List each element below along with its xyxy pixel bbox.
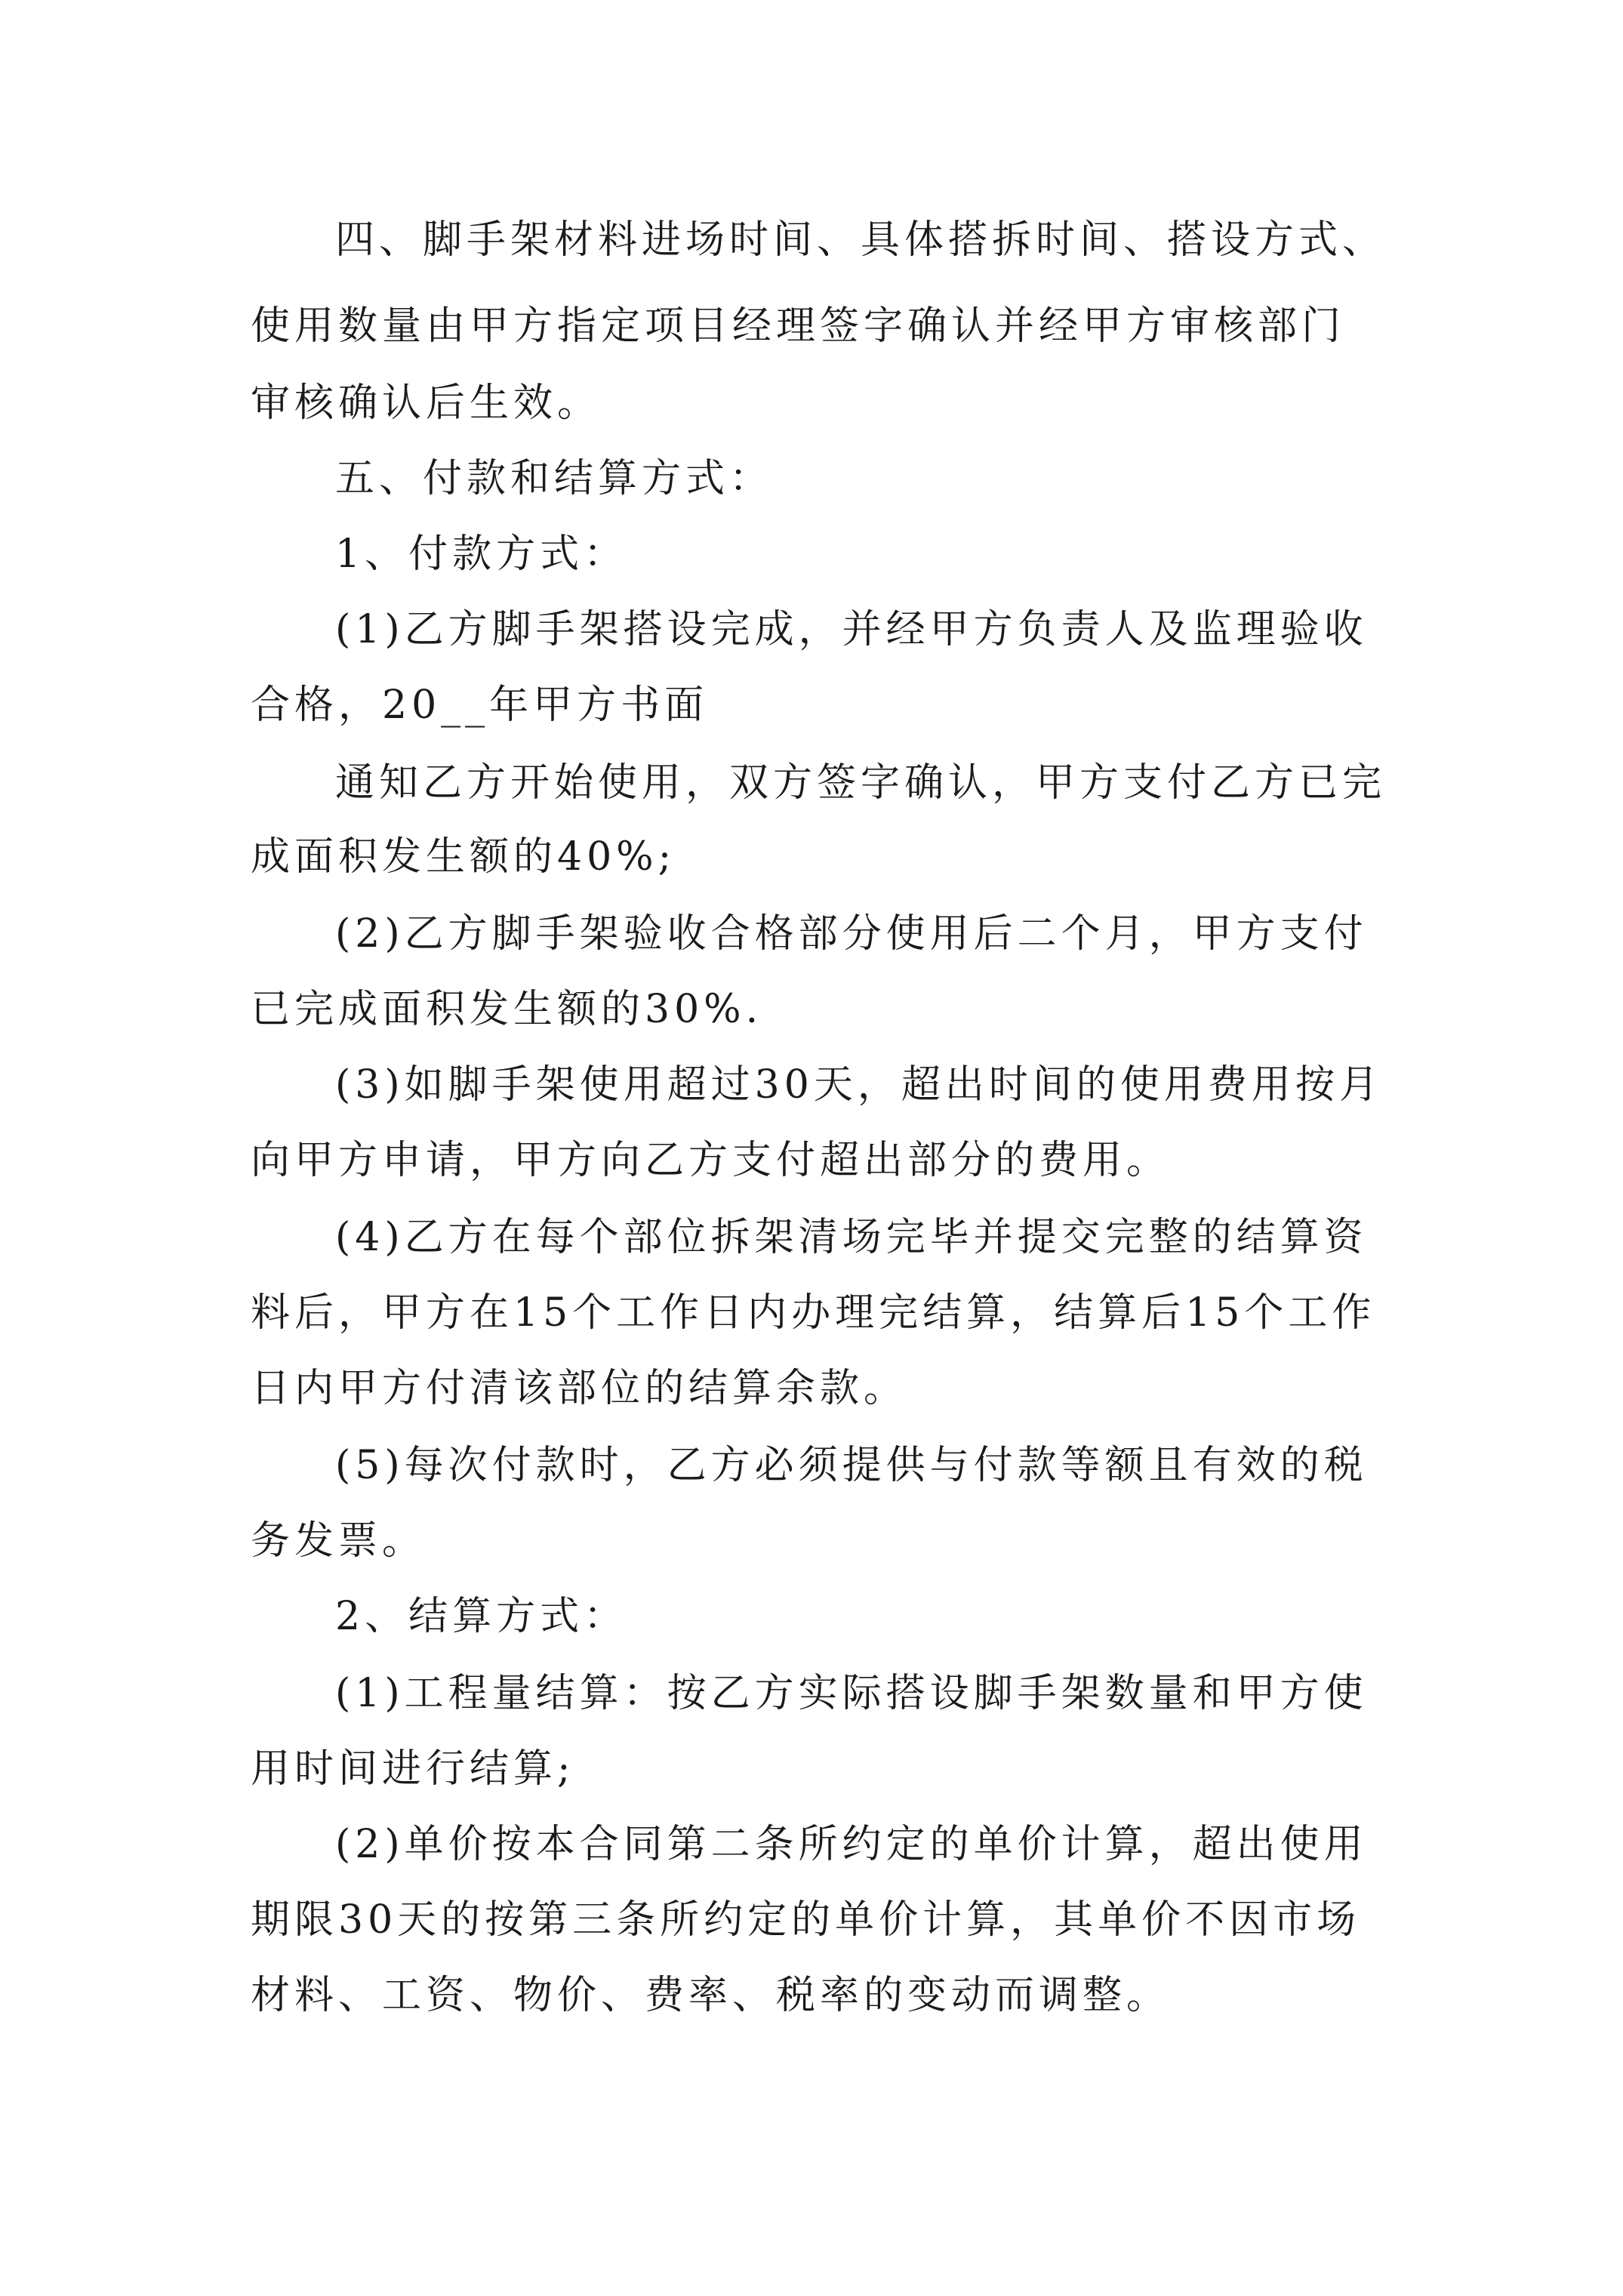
subsection-2-heading: 2、结算方式： bbox=[335, 1594, 628, 1639]
item-5-line-2: 务发票。 bbox=[251, 1518, 427, 1564]
item-3-line-1: (3)如脚手架使用超过30天，超出时间的使用费用按月 bbox=[335, 1062, 1383, 1108]
item-3-line-2: 向甲方申请，甲方向乙方支付超出部分的费用。 bbox=[251, 1138, 1171, 1183]
item-1-line-1: (1)乙方脚手架搭设完成，并经甲方负责人及监理验收 bbox=[335, 607, 1368, 652]
item-2-line-1: (2)乙方脚手架验收合格部分使用后二个月，甲方支付 bbox=[335, 911, 1368, 957]
item-4-line-3: 日内甲方付清该部位的结算余款。 bbox=[251, 1366, 908, 1411]
item-1-line-3: 通知乙方开始使用，双方签字确认，甲方支付乙方已完 bbox=[335, 760, 1387, 806]
settlement-item-1-line-1: (1)工程量结算：按乙方实际搭设脚手架数量和甲方使 bbox=[335, 1671, 1368, 1716]
item-5-line-1: (5)每次付款时，乙方必须提供与付款等额且有效的税 bbox=[335, 1443, 1368, 1488]
settlement-item-2-line-2: 期限30天的按第三条所约定的单价计算，其单价不因市场 bbox=[251, 1897, 1361, 1943]
section-5-heading: 五、付款和结算方式： bbox=[335, 456, 774, 501]
item-4-line-1: (4)乙方在每个部位拆架清场完毕并提交完整的结算资 bbox=[335, 1215, 1368, 1260]
settlement-item-1-line-2: 用时间进行结算; bbox=[251, 1746, 575, 1792]
item-1-line-4: 成面积发生额的40%; bbox=[251, 834, 676, 880]
item-2-line-2: 已完成面积发生额的30%. bbox=[251, 987, 763, 1032]
subsection-1-heading: 1、付款方式： bbox=[335, 532, 628, 577]
paragraph-4-line-1: 四、脚手架材料进场时间、具体搭拆时间、搭设方式、 bbox=[335, 217, 1387, 263]
item-4-line-2: 料后，甲方在15个工作日内办理完结算，结算后15个工作 bbox=[251, 1290, 1376, 1336]
settlement-item-2-line-1: (2)单价按本合同第二条所约定的单价计算，超出使用 bbox=[335, 1822, 1368, 1867]
paragraph-4-line-3: 审核确认后生效。 bbox=[251, 381, 602, 426]
settlement-item-2-line-3: 材料、工资、物价、费率、税率的变动而调整。 bbox=[251, 1973, 1171, 2018]
item-1-line-2: 合格，20__年甲方书面 bbox=[251, 683, 709, 728]
paragraph-4-line-2: 使用数量由甲方指定项目经理签字确认并经甲方审核部门 bbox=[251, 304, 1346, 349]
